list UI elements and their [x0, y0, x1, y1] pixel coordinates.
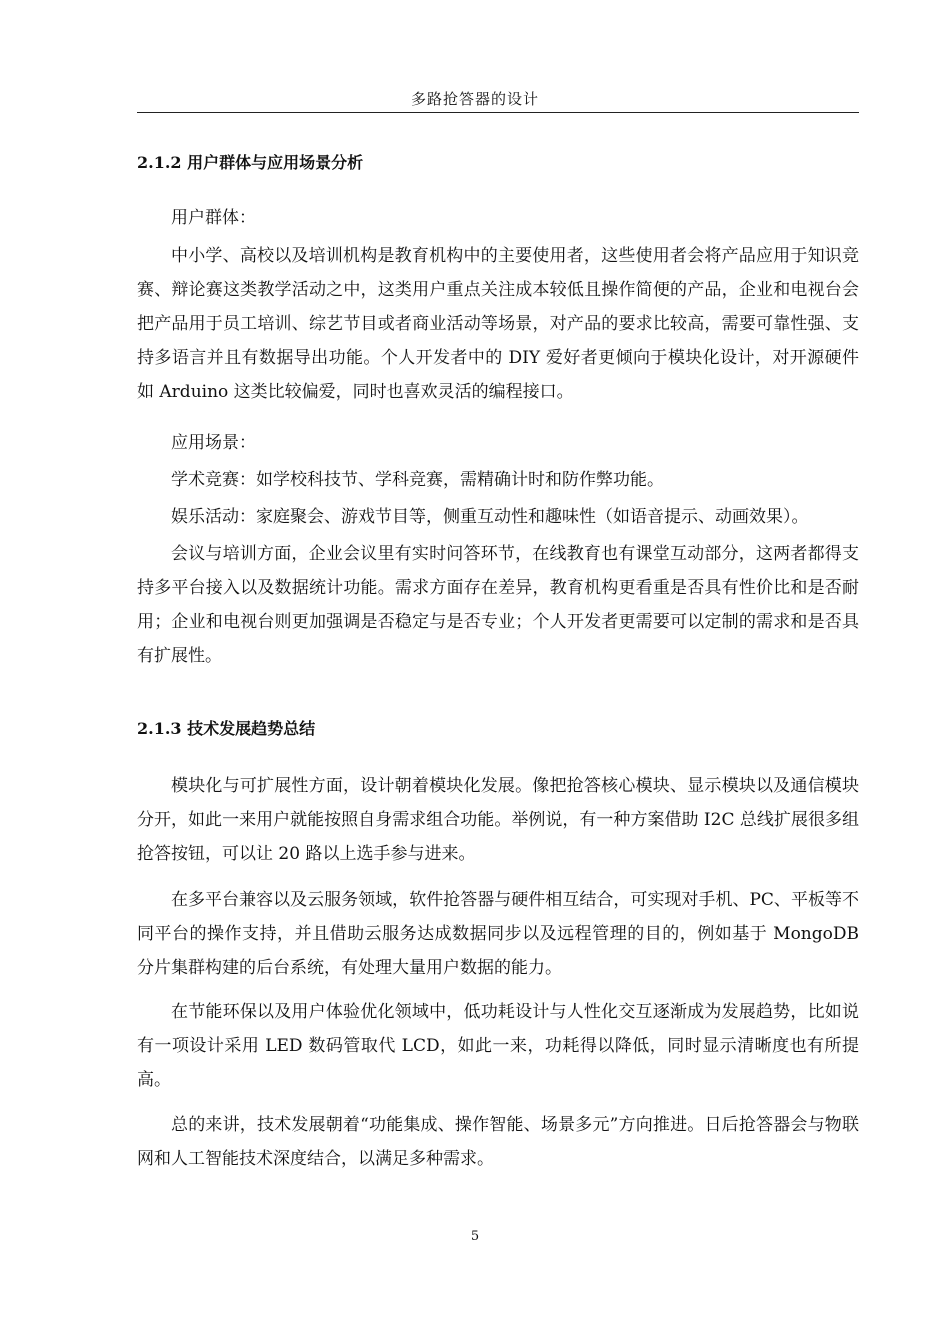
scenario-label: 应用场景：	[171, 433, 256, 453]
entertainment-scenario: 娱乐活动：家庭聚会、游戏节目等，侧重互动性和趣味性（如语音提示、动画效果）。	[171, 507, 809, 527]
multi-platform-paragraph: 在多平台兼容以及云服务领域，软件抢答器与硬件相互结合，可实现对手机、PC、平板等不同平台的操作支持，并且借助云服务达成数据同步以及远程管理的目的，例如基于 MongoDB 分片集群构建的后台系统，有处理大量用户数据的能力。	[137, 890, 859, 978]
energy-saving-paragraph: 在节能环保以及用户体验优化领域中，低功耗设计与人性化交互逐渐成为发展趋势，比如说有一项设计采用 LED 数码管取代 LCD，如此一来，功耗得以降低，同时显示清晰度也有所提高。	[137, 1002, 859, 1090]
page-header-title: 多路抢答器的设计	[410, 90, 539, 108]
header-rule	[137, 112, 859, 113]
user-group-paragraph: 中小学、高校以及培训机构是教育机构中的主要使用者，这些使用者会将产品应用于知识竞赛、辩论赛这类教学活动之中，这类用户重点关注成本较低且操作简便的产品，企业和电视台会把产品用于员工培训、综艺节目或者商业活动等场景，对产品的要求比较高，需要可靠性强、支持多语言并且有数据导出功能。个人开发者中的 DIY 爱好者更倾向于模块化设计，对开源硬件如 Arduino 这类比较偏爱，同时也喜欢灵活的编程接口。	[137, 246, 859, 402]
section-heading-2-1-3: 2.1.3 技术发展趋势总结	[137, 719, 316, 738]
page-number: 5	[470, 1229, 480, 1244]
summary-paragraph: 总的来讲，技术发展朝着“功能集成、操作智能、场景多元”方向推进。日后抢答器会与物联网和人工智能技术深度结合，以满足多种需求。	[137, 1115, 859, 1169]
modular-paragraph: 模块化与可扩展性方面，设计朝着模块化发展。像把抢答核心模块、显示模块以及通信模块分开，如此一来用户就能按照自身需求组合功能。举例说，有一种方案借助 I2C 总线扩展很多组抢答按钮，可以让 20 路以上选手参与进来。	[137, 776, 859, 864]
meeting-training-paragraph: 会议与培训方面，企业会议里有实时问答环节，在线教育也有课堂互动部分，这两者都得支持多平台接入以及数据统计功能。需求方面存在差异，教育机构更看重是否具有性价比和是否耐用；企业和电视台则更加强调是否稳定与是否专业；个人开发者更需要可以定制的需求和是否具有扩展性。	[137, 544, 859, 666]
user-group-label: 用户群体：	[171, 208, 256, 228]
academic-scenario: 学术竞赛：如学校科技节、学科竞赛，需精确计时和防作弊功能。	[171, 470, 664, 490]
section-heading-2-1-2: 2.1.2 用户群体与应用场景分析	[137, 153, 364, 172]
